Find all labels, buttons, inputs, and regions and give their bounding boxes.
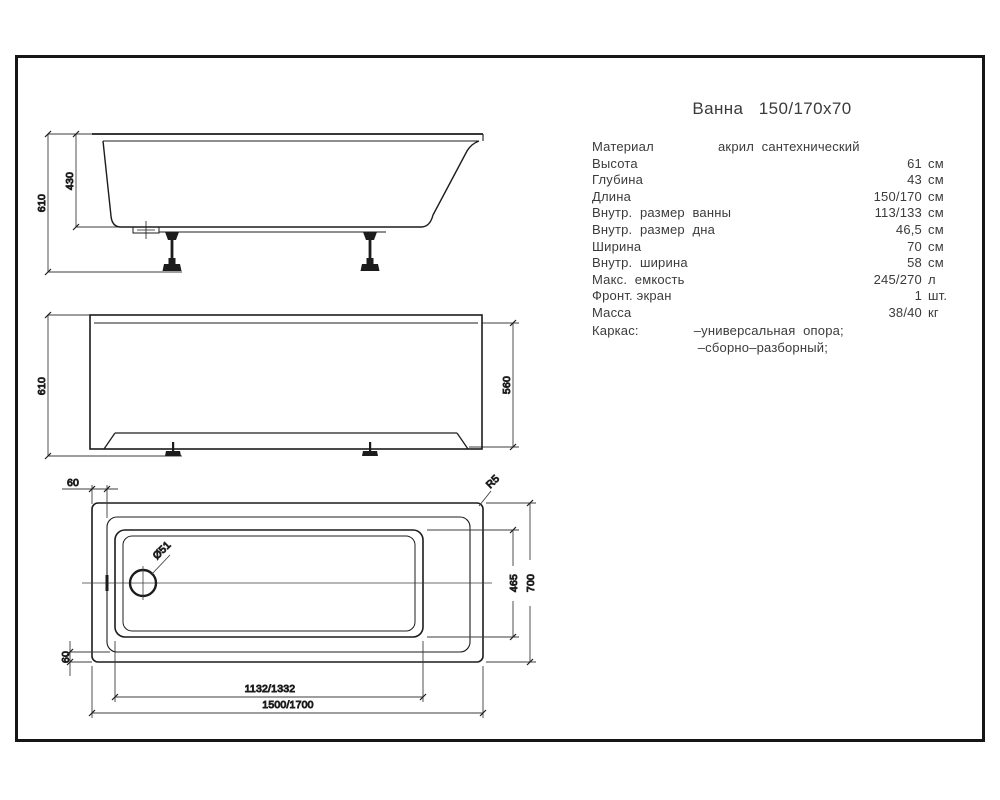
spec-row: [592, 156, 958, 173]
plan-view-dimension-lines: [62, 485, 536, 718]
leg-rod: [171, 240, 174, 259]
plan-view: [60, 473, 537, 718]
spec-table: [592, 139, 958, 356]
plan-view-dim-ticks: [67, 486, 533, 716]
spec-label: Масса: [592, 304, 632, 320]
leg-nut: [367, 258, 374, 264]
spec-unit: шт.: [928, 288, 948, 304]
leg-rod: [172, 442, 174, 451]
spec-label: Длина: [592, 188, 632, 204]
spec-row: [592, 305, 958, 322]
leg-bracket: [363, 232, 377, 240]
spec-row: [592, 205, 958, 222]
leg-foot: [361, 264, 380, 271]
spec-label: Внутр. ширина: [592, 255, 688, 271]
spec-row: [592, 255, 958, 272]
dim-overall-length: 1500/1700: [262, 699, 314, 711]
spec-value: 61: [907, 155, 922, 171]
spec-value: 70: [907, 238, 922, 254]
leg-foot: [362, 451, 378, 456]
front-view-outline: [90, 315, 482, 449]
spec-unit: л: [928, 271, 936, 287]
tub-right-wall: [421, 141, 479, 227]
spec-value: 245/270: [873, 271, 922, 287]
leg-rod: [369, 442, 371, 451]
spec-row-frame: [592, 322, 958, 357]
spec-row: [592, 239, 958, 256]
spec-unit: см: [928, 172, 944, 188]
leg-bracket: [165, 232, 179, 240]
leg-foot: [163, 264, 182, 271]
spec-unit: см: [928, 221, 944, 237]
side-view: [36, 131, 483, 275]
spec-label: Высота: [592, 155, 638, 171]
side-view-outline: [92, 134, 483, 239]
dim-front-panel-height: 560: [501, 375, 513, 395]
spec-unit: см: [928, 255, 944, 271]
dim-rim-offset-top: 60: [66, 477, 80, 489]
spec-unit: см: [928, 238, 944, 254]
spec-row: [592, 172, 958, 189]
dim-corner-radius: R5: [483, 472, 503, 491]
tub-rim-inner: [103, 134, 483, 141]
drain-center-mark: [137, 221, 155, 239]
dim-side-total-height: 610: [36, 193, 48, 213]
side-view-dim-ticks: [45, 131, 79, 275]
spec-row: [592, 189, 958, 206]
spec-value: 46,5: [895, 221, 922, 237]
front-panel: [90, 315, 482, 449]
spec-label: Внутр. размер дна: [592, 221, 716, 237]
spec-value: акрил сантехнический: [718, 139, 860, 154]
front-view: [36, 312, 519, 459]
spec-label: Фронт. экран: [592, 288, 672, 304]
frame-line: –универсальная опора;: [693, 322, 844, 338]
dim-drain-diameter: Ø51: [150, 539, 174, 563]
plan-view-outline: [92, 503, 483, 662]
spec-value: 113/133: [874, 205, 922, 221]
spec-label: Внутр. размер ванны: [592, 205, 732, 221]
plan-outer-rim: [92, 503, 483, 662]
spec-label: Каркас:: [592, 322, 639, 338]
spec-value: 1: [914, 288, 922, 304]
leg-nut: [169, 258, 176, 264]
front-view-dimension-lines: [48, 315, 519, 456]
dim-inner-length: 1132/1332: [244, 683, 296, 695]
spec-unit: см: [928, 205, 944, 221]
side-view-legs: [163, 232, 380, 271]
spec-unit: кг: [928, 304, 939, 320]
front-skirt-chamfer-right: [457, 433, 468, 449]
corner-radius-leader: [479, 491, 491, 506]
spec-value: 150/170: [873, 188, 922, 204]
tub-left-wall: [103, 141, 121, 227]
front-view-dim-ticks: [45, 312, 516, 459]
leg-rod: [369, 240, 372, 259]
frame-lines: [694, 322, 844, 357]
spec-row: [592, 272, 958, 289]
spec-row-material: [592, 139, 958, 156]
spec-unit: см: [928, 155, 944, 171]
spec-row: [592, 222, 958, 239]
spec-row: [592, 288, 958, 305]
dim-side-depth: 430: [64, 171, 76, 191]
spec-label: Материал: [592, 139, 654, 154]
spec-value: 38/40: [888, 304, 922, 320]
side-view-dimension-lines: [48, 134, 182, 272]
plan-inner-rim: [107, 517, 470, 652]
dim-rim-offset-bottom: 60: [60, 650, 72, 664]
spec-unit: см: [928, 188, 944, 204]
spec-rows: [592, 156, 958, 322]
dim-front-total-height: 610: [36, 376, 48, 396]
spec-value: 43: [907, 172, 922, 188]
drawing-title: Ванна 150/170x70: [692, 99, 852, 118]
frame-line: –сборно–разборный;: [697, 339, 829, 355]
spec-value: 58: [907, 255, 922, 271]
leg-foot: [165, 451, 181, 456]
dim-overall-width: 700: [525, 573, 537, 593]
spec-label: Макс. емкость: [592, 271, 685, 287]
spec-label: Ширина: [592, 238, 642, 254]
dim-bottom-width: 465: [508, 573, 520, 593]
front-skirt-chamfer-left: [104, 433, 115, 449]
spec-label: Глубина: [592, 172, 644, 188]
